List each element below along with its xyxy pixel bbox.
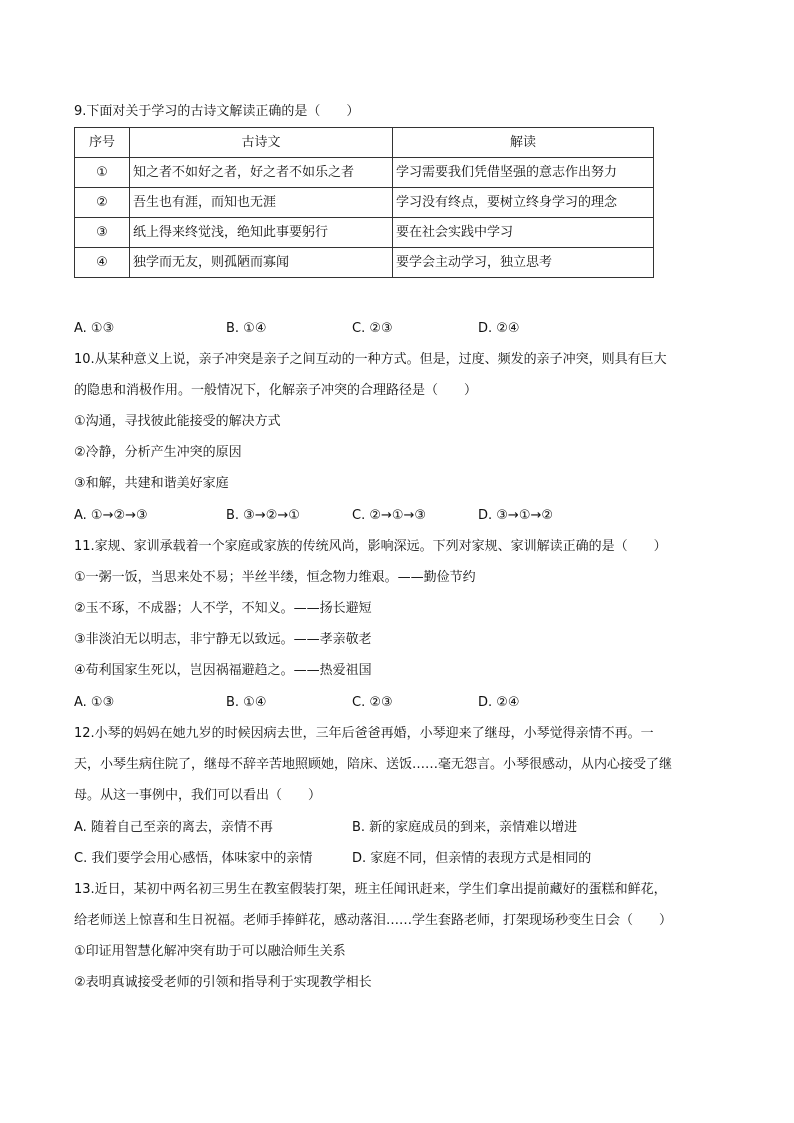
q9-option-d[interactable]: D. ②④ [478,321,520,336]
q9-option-c[interactable]: C. ②③ [352,321,393,336]
q13-item: ①印证用智慧化解冲突有助于可以融洽师生关系 [74,944,346,959]
q13-item: ②表明真诚接受老师的引领和指导利于实现教学相长 [74,975,372,990]
row-interpretation: 要在社会实践中学习 [393,218,654,248]
q13-stem-line: 给老师送上惊喜和生日祝福。老师手捧鲜花，感动落泪……学生套路老师，打架现场秒变生日会（ ） [74,913,673,928]
row-number: ④ [75,248,130,278]
q11-option-a[interactable]: A. ①③ [74,695,115,710]
q12-option-c[interactable]: C. 我们要学会用心感悟，体味家中的亲情 [74,851,313,866]
q10-item: ①沟通，寻找彼此能接受的解决方式 [74,414,281,429]
row-poem: 独学而无友，则孤陋而寡闻 [130,248,393,278]
q11-option-b[interactable]: B. ①④ [226,695,267,710]
table-row [75,188,654,218]
q12-option-a[interactable]: A. 随着自己至亲的离去，亲情不再 [74,820,273,835]
q9-stem: 9.下面对关于学习的古诗文解读正确的是（ ） [74,104,360,119]
header-interpretation: 解读 [393,128,654,158]
q10-option-d[interactable]: D. ③→①→② [478,508,554,523]
row-poem: 纸上得来终觉浅，绝知此事要躬行 [130,218,393,248]
q12-stem-line: 母。从这一事例中，我们可以看出（ ） [74,788,322,803]
row-number: ② [75,188,130,218]
q10-option-c[interactable]: C. ②→①→③ [352,508,427,523]
row-interpretation: 要学会主动学习，独立思考 [393,248,654,278]
q10-stem-line: 的隐患和消极作用。一般情况下，化解亲子冲突的合理路径是（ ） [74,383,478,398]
row-poem: 吾生也有涯，而知也无涯 [130,188,393,218]
table-row [75,248,654,278]
q11-option-d[interactable]: D. ②④ [478,695,520,710]
q11-item: ③非淡泊无以明志，非宁静无以致远。——孝亲敬老 [74,632,372,647]
table-row [75,218,654,248]
row-interpretation: 学习没有终点，要树立终身学习的理念 [393,188,654,218]
q11-option-c[interactable]: C. ②③ [352,695,393,710]
row-number: ① [75,158,130,188]
q12-stem-line: 12.小琴的妈妈在她九岁的时候因病去世，三年后爸爸再婚，小琴迎来了继母，小琴觉得亲情不再。一 [74,726,654,741]
row-poem: 知之者不如好之者，好之者不如乐之者 [130,158,393,188]
q10-item: ②冷静，分析产生冲突的原因 [74,445,242,460]
q10-option-b[interactable]: B. ③→②→① [226,508,300,523]
q12-option-b[interactable]: B. 新的家庭成员的到来，亲情难以增进 [352,820,578,835]
q10-stem-line: 10.从某种意义上说，亲子冲突是亲子之间互动的一种方式。但是，过度、频发的亲子冲突，则具有巨大 [74,352,667,367]
q11-item: ②玉不琢，不成器；人不学，不知义。——扬长避短 [74,601,372,616]
header-poem: 古诗文 [130,128,393,158]
header-number: 序号 [75,128,130,158]
q9-option-b[interactable]: B. ①④ [226,321,267,336]
q10-item: ③和解，共建和谐美好家庭 [74,476,229,491]
q12-option-d[interactable]: D. 家庭不同，但亲情的表现方式是相同的 [352,851,592,866]
q10-option-a[interactable]: A. ①→②→③ [74,508,148,523]
table-row [75,158,654,188]
q12-stem-line: 天，小琴生病住院了，继母不辞辛苦地照顾她，陪床、送饭……毫无怨言。小琴很感动，从内心接受了继 [74,757,673,772]
q11-stem: 11.家规、家训承载着一个家庭或家族的传统风尚，影响深远。下列对家规、家训解读正确的是（ ） [74,539,667,554]
q11-item: ④苟利国家生死以，岂因祸福避趋之。——热爱祖国 [74,663,372,678]
q11-item: ①一粥一饭，当思来处不易；半丝半缕，恒念物力维艰。——勤俭节约 [74,570,476,585]
table-header-row [75,128,654,158]
q9-table [74,127,654,278]
q13-stem-line: 13.近日，某初中两名初三男生在教室假装打架，班主任闻讯赶来，学生们拿出提前藏好的蛋糕和鲜花， [74,882,667,897]
q9-option-a[interactable]: A. ①③ [74,321,115,336]
row-number: ③ [75,218,130,248]
row-interpretation: 学习需要我们凭借坚强的意志作出努力 [393,158,654,188]
